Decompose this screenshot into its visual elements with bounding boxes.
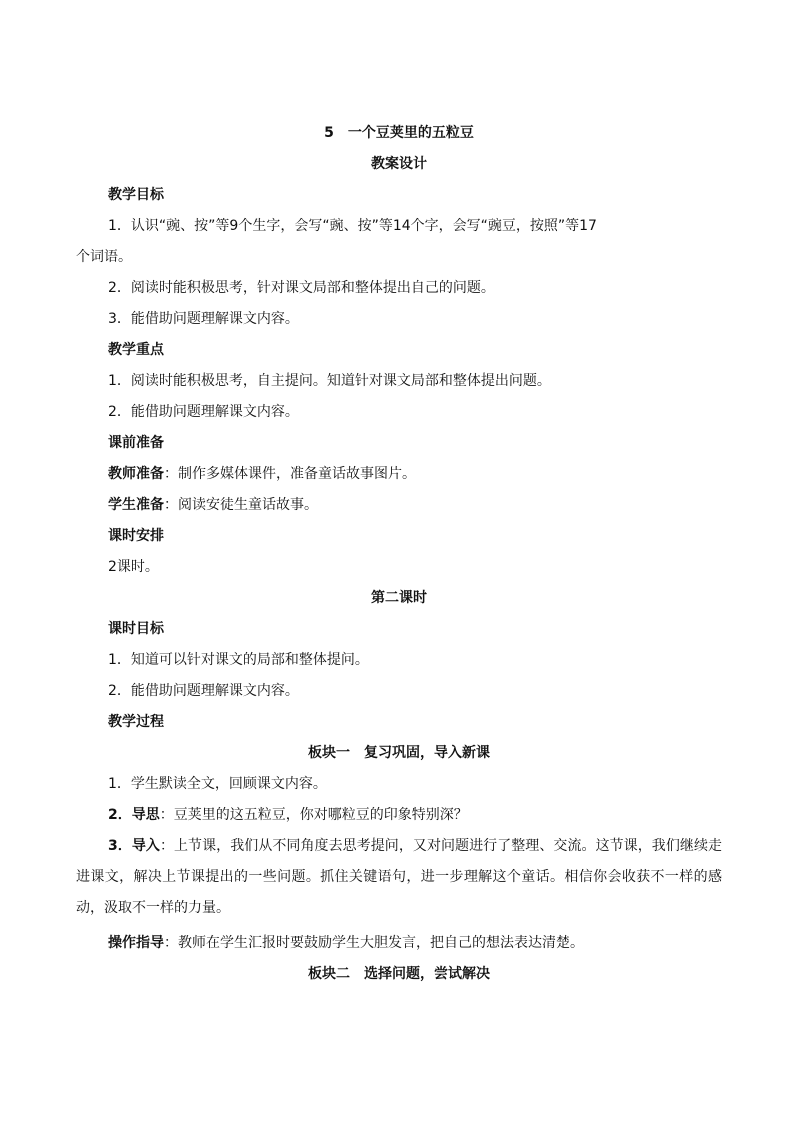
block-2-heading: 板块二 选择问题，尝试解决: [308, 966, 490, 982]
heading-schedule: 课时安排: [108, 528, 164, 544]
block-1-item-2-text: ：豆荚里的这五粒豆，你对哪粒豆的印象特别深？: [159, 807, 468, 823]
block-1-heading: 板块一 复习巩固，导入新课: [308, 745, 490, 761]
focus-item-1: 1．阅读时能积极思考，自主提问。知道针对课文局部和整体提出问题。: [108, 373, 551, 389]
goal-item-3: 3．能借助问题理解课文内容。: [108, 311, 299, 327]
block-1-item-2: [76, 800, 722, 831]
schedule-text: 2课时。: [108, 559, 159, 575]
document-subtitle: 教案设计: [371, 156, 427, 172]
goal-item-2: 2．阅读时能积极思考，针对课文局部和整体提出自己的问题。: [108, 280, 495, 296]
lesson-goal-1: 1．知道可以针对课文的局部和整体提问。: [108, 652, 369, 668]
student-preparation: [76, 490, 722, 521]
goal-item-1-continued: 个词语。: [76, 249, 132, 265]
document-title: [76, 118, 722, 149]
document-page: [76, 118, 722, 990]
heading-lesson-goals: 课时目标: [108, 621, 164, 637]
heading-teaching-goals: 教学目标: [108, 187, 164, 203]
block-1-item-1: 1．学生默读全文，回顾课文内容。: [108, 776, 327, 792]
teacher-preparation-label: 教师准备: [108, 466, 164, 482]
student-preparation-text: ：阅读安徒生童话故事。: [164, 497, 318, 513]
block-1-item-3: [76, 831, 722, 924]
title-text: 一个豆荚里的五粒豆: [347, 125, 474, 141]
teacher-preparation: [76, 459, 722, 490]
block-1-item-2-label: 2．导思: [108, 807, 160, 823]
heading-preparation: 课前准备: [108, 435, 164, 451]
block-1-item-3-text: ：上节课，我们从不同角度去思考提问，又对问题进行了整理、交流。这节课，我们继续走进课文，解决上节课提出的一些问题。抓住关键语句，进一步理解这个童话。相信你会收获不一样的感动，汲取不一样的力量。: [76, 838, 722, 916]
operation-guide: [76, 928, 722, 959]
operation-guide-label: 操作指导: [108, 935, 164, 951]
block-1-item-3-label: 3．导入: [108, 838, 160, 854]
goal-item-1: 1．认识“豌、按”等9个生字，会写“豌、按”等14个字，会写“豌豆，按照”等17: [108, 218, 597, 234]
lesson-2-heading: 第二课时: [371, 590, 427, 606]
title-number: 5: [324, 125, 334, 141]
operation-guide-text: ：教师在学生汇报时要鼓励学生大胆发言，把自己的想法表达清楚。: [164, 935, 584, 951]
student-preparation-label: 学生准备: [108, 497, 164, 513]
heading-teaching-process: 教学过程: [108, 714, 164, 730]
focus-item-2: 2．能借助问题理解课文内容。: [108, 404, 299, 420]
lesson-goal-2: 2．能借助问题理解课文内容。: [108, 683, 299, 699]
heading-teaching-focus: 教学重点: [108, 342, 164, 358]
teacher-preparation-text: ：制作多媒体课件，准备童话故事图片。: [164, 466, 416, 482]
